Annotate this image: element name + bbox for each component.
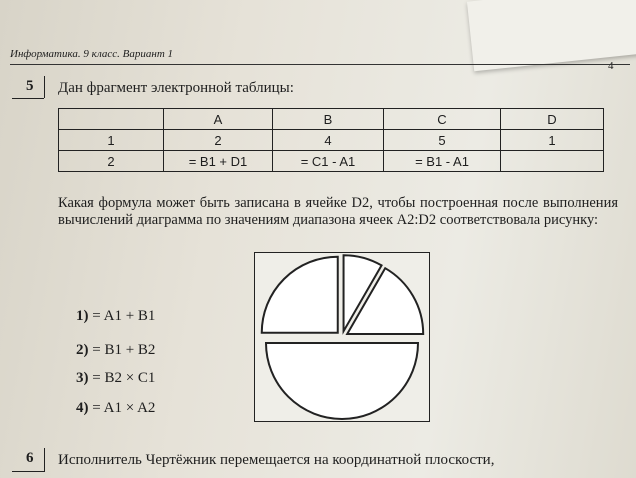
column-header-a: A <box>164 109 273 130</box>
table-cell: = B1 - A1 <box>384 151 501 172</box>
spreadsheet-fragment <box>58 108 604 172</box>
pie-chart-frame <box>254 252 430 422</box>
column-header-d: D <box>501 109 604 130</box>
column-header-b: B <box>273 109 384 130</box>
question-text: Какая формула может быть записана в ячейке D2, чтобы построенная после выполнения вычислений диаграмма по значениям диапазона ячеек A2:D2 соответствовала рисунку: <box>58 195 618 228</box>
page-number: 4 <box>608 60 614 72</box>
answer-option[interactable] <box>76 370 155 387</box>
table-cell: = C1 - A1 <box>273 151 384 172</box>
column-header-c: C <box>384 109 501 130</box>
option-formula: = A1 + B1 <box>92 308 156 324</box>
option-formula: = B1 + B2 <box>92 342 156 358</box>
task-number-divider <box>44 76 45 98</box>
option-number: 1) <box>76 308 89 324</box>
pie-chart <box>255 253 429 421</box>
task-number-underline <box>12 98 44 99</box>
option-number: 4) <box>76 400 89 416</box>
option-formula: = A1 × A2 <box>92 400 156 416</box>
task-intro: Дан фрагмент электронной таблицы: <box>58 80 294 96</box>
task-number: 6 <box>26 450 34 466</box>
answer-option[interactable] <box>76 342 155 359</box>
answer-option[interactable] <box>76 308 155 325</box>
table-cell: 5 <box>384 130 501 151</box>
table-cell <box>501 151 604 172</box>
table-cell: = B1 + D1 <box>164 151 273 172</box>
table-cell: 2 <box>164 130 273 151</box>
table-header-row <box>59 109 604 130</box>
table-cell: 1 <box>501 130 604 151</box>
option-number: 3) <box>76 370 89 386</box>
pie-slice <box>262 257 338 333</box>
pie-slice <box>266 343 418 419</box>
option-number: 2) <box>76 342 89 358</box>
option-formula: = B2 × C1 <box>92 370 156 386</box>
header-divider <box>10 64 630 65</box>
table-row <box>59 130 604 151</box>
table-corner-cell <box>59 109 164 130</box>
task-number-underline <box>12 471 44 472</box>
table-cell: 4 <box>273 130 384 151</box>
task-number: 5 <box>26 78 34 94</box>
row-header: 2 <box>59 151 164 172</box>
task-intro: Исполнитель Чертёжник перемещается на координатной плоскости, <box>58 452 495 468</box>
task-number-divider <box>44 448 45 472</box>
running-header: Информатика. 9 класс. Вариант 1 <box>10 48 174 60</box>
row-header: 1 <box>59 130 164 151</box>
table-row <box>59 151 604 172</box>
answer-option[interactable] <box>76 400 155 417</box>
